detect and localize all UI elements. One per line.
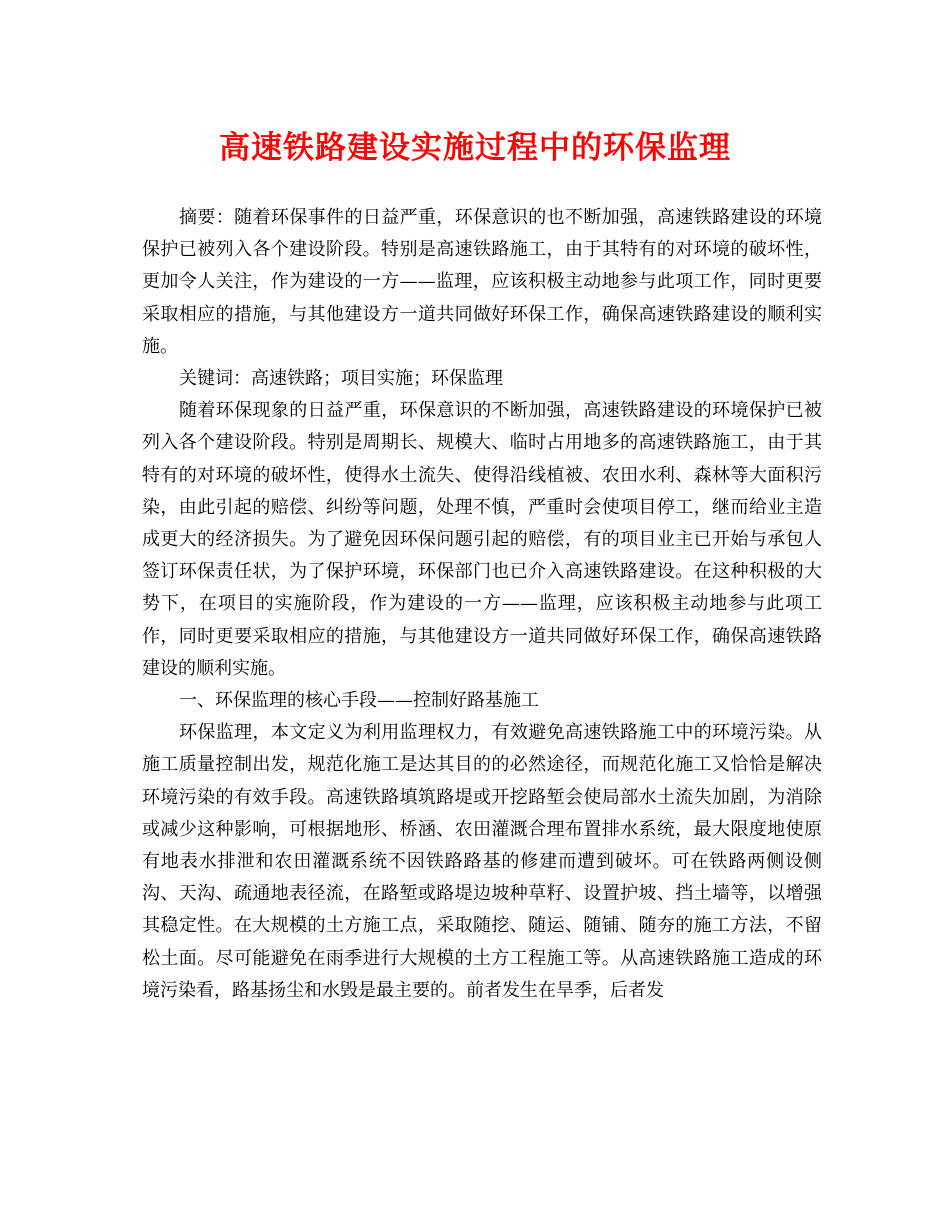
section-heading: 一、环保监理的核心手段——控制好路基施工 bbox=[179, 690, 539, 712]
keywords-paragraph: 关键词：高速铁路；项目实施；环保监理 bbox=[179, 368, 503, 390]
intro-paragraph: 随着环保现象的日益严重，环保意识的不断加强，高速铁路建设的环境保护已被列入各个建设阶段。特别是周期长、规模大、临时占用地多的高速铁路施工，由于其特有的对环境的破坏性，使得水土流失、使得沿线植被、农田水利、森林等大面积污染，由此引起的赔偿、纠纷等问题，处理不慎，严重时会使项目停工，继而给业主造成更大的经济损失。为了避免因环保问题引起的赔偿，有的项目业主已开始与承包人签订环保责任状，为了保护环境，环保部门也已介入高速铁路建设。在这种积极的大势下，在项目的实施阶段，作为建设的一方——监理，应该积极主动地参与此项工作，同时更要采取相应的措施，与其他建设方一道共同做好环保工作，确保高速铁路建设的顺利实施。 bbox=[142, 400, 822, 679]
abstract-paragraph: 摘要：随着环保事件的日益严重，环保意识的也不断加强，高速铁路建设的环境保护已被列入各个建设阶段。特别是高速铁路施工，由于其特有的对环境的破坏性，更加令人关注，作为建设的一方——监理，应该积极主动地参与此项工作，同时更要采取相应的措施，与其他建设方一道共同做好环保工作，确保高速铁路建设的顺利实施。 bbox=[142, 207, 822, 357]
document-body bbox=[142, 202, 822, 1007]
section-paragraph: 环保监理，本文定义为利用监理权力，有效避免高速铁路施工中的环境污染。从施工质量控制出发，规范化施工是达其目的的必然途径，而规范化施工又恰恰是解决环境污染的有效手段。高速铁路填筑路堤或开挖路堑会使局部水土流失加剧，为消除或减少这种影响，可根据地形、桥涵、农田灌溉合理布置排水系统，最大限度地使原有地表水排泄和农田灌溉系统不因铁路路基的修建而遭到破坏。可在铁路两侧设侧沟、天沟、疏通地表径流，在路堑或路堤边坡种草籽、设置护坡、挡土墙等，以增强其稳定性。在大规模的土方施工点，采取随挖、随运、随铺、随夯的施工方法，不留松土面。尽可能避免在雨季进行大规模的土方工程施工等。从高速铁路施工造成的环境污染看，路基扬尘和水毁是最主要的。前者发生在旱季，后者发 bbox=[142, 722, 822, 1001]
document-title: 高速铁路建设实施过程中的环保监理 bbox=[219, 130, 731, 166]
